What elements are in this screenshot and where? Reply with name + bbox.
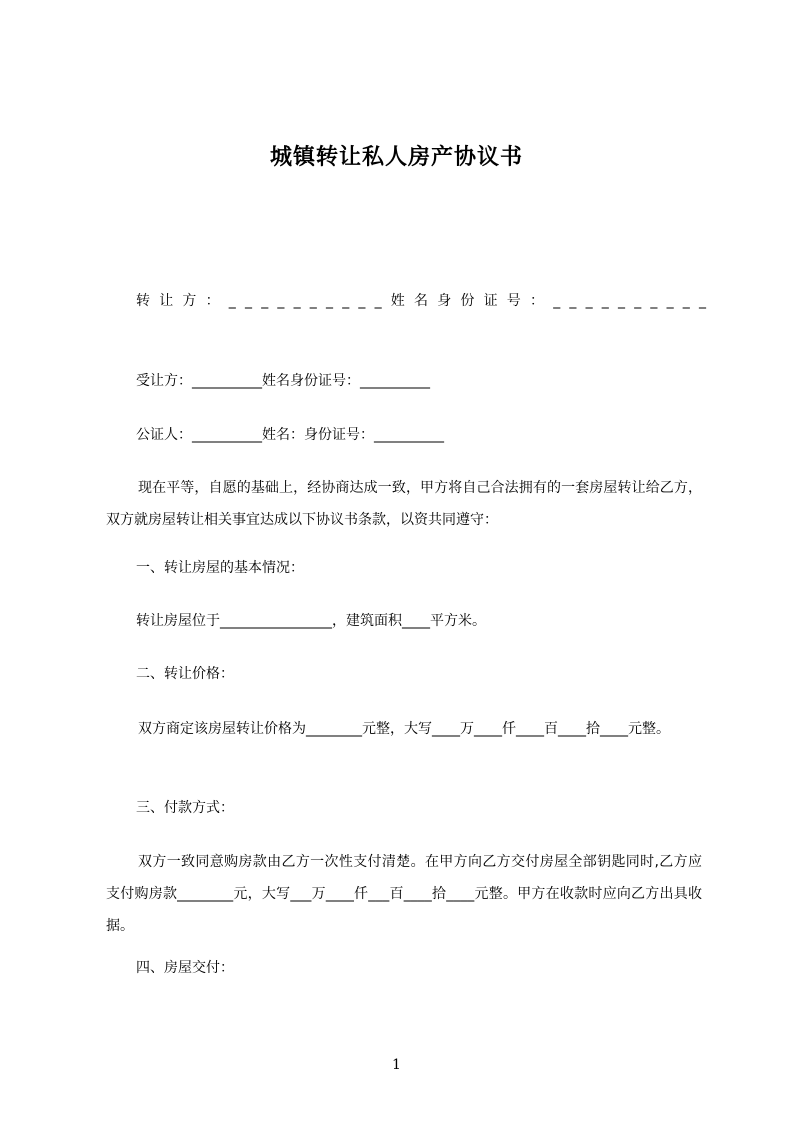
section2-heading: 二、转让价格： — [136, 666, 234, 682]
page-number: 1 — [392, 1057, 401, 1073]
section3-heading: 三、付款方式： — [136, 800, 234, 816]
section2-text: 双方商定该房屋转让价格为________元整，大写____万____仟____百____拾____元整。 — [138, 721, 670, 737]
transferee-line: 受让方：__________姓名身份证号：__________ — [136, 373, 430, 389]
section1-heading: 一、转让房屋的基本情况： — [136, 560, 304, 576]
intro-paragraph: 现在平等，自愿的基础上，经协商达成一致，甲方将自己合法拥有的一套房屋转让给乙方，双方就房屋转让相关事宜达成以下协议书条款，以资共同遵守： — [106, 480, 702, 528]
section3-text: 双方一致同意购房款由乙方一次性支付清楚。在甲方向乙方交付房屋全部钥匙同时,乙方应支付购房款________元，大写___万____仟___百____拾____元整。甲方在收款时应向乙方出具收据。 — [106, 854, 702, 934]
section1-text: 转让房屋位于________________，建筑面积____平方米。 — [136, 613, 486, 629]
document-title: 城镇转让私人房产协议书 — [269, 145, 523, 170]
transferor-line: 转让方：__________姓名身份证号：__________ — [136, 293, 716, 309]
notary-line: 公证人：__________姓名：身份证号：__________ — [136, 427, 444, 443]
section4-heading: 四、房屋交付： — [136, 960, 234, 976]
